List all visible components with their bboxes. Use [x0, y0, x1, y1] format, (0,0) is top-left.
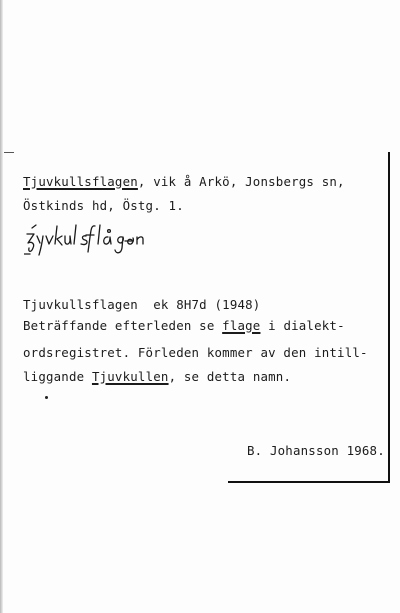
frame-line-bottom [228, 481, 390, 483]
body-line-1: Beträffande efterleden se flage i dialekt- [23, 318, 345, 333]
body-line-3: liggande Tjuvkullen, se detta namn. [23, 369, 292, 384]
district-line: Östkinds hd, Östg. 1. [23, 198, 184, 213]
body-line-2: ordsregistret. Förleden kommer av den intill- [23, 345, 368, 360]
place-description: , vik å Arkö, Jonsbergs sn, [137, 174, 345, 189]
handwritten-pronunciation [24, 217, 219, 261]
place-name: Tjuvkullsflagen [23, 174, 138, 189]
frame-line-right [388, 152, 390, 482]
heading-line [23, 174, 345, 190]
margin-tick [4, 152, 14, 153]
scan-edge [0, 0, 3, 613]
signature: B. Johansson 1968. [247, 443, 385, 458]
reference-line: Tjuvkullsflagen ek 8H7d (1948) [23, 297, 261, 312]
ink-speck [45, 396, 48, 399]
link-flage: flage [222, 318, 261, 333]
link-tjuvkullen: Tjuvkullen [91, 369, 169, 384]
